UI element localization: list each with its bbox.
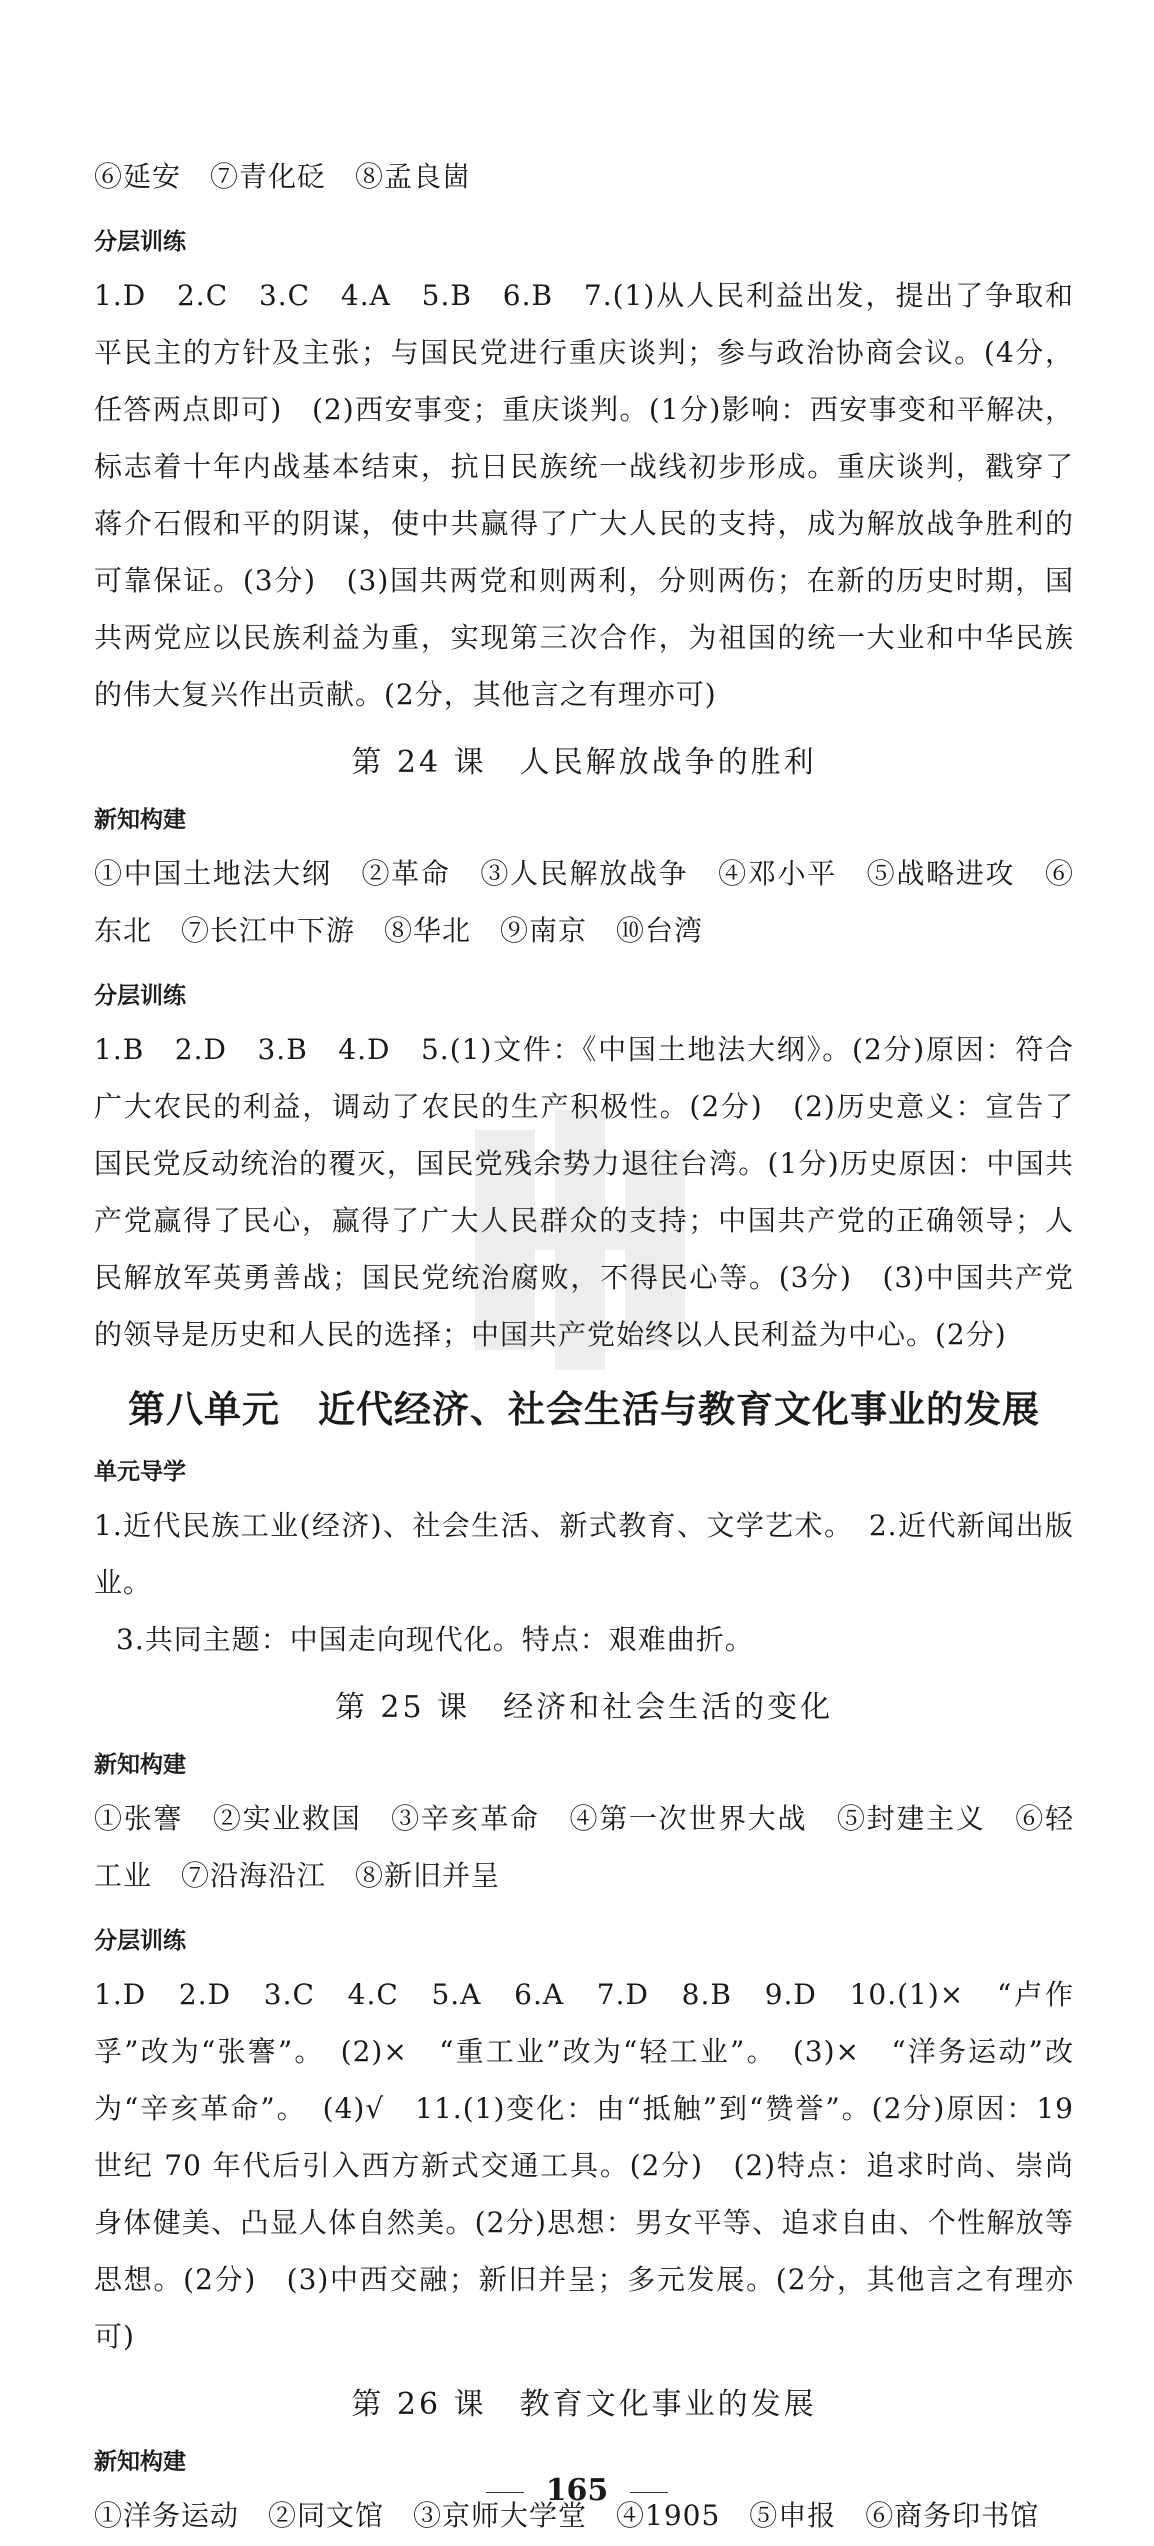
section-heading-fenceng: 分层训练 — [94, 229, 186, 255]
answer-content — [94, 148, 1074, 2544]
section-heading-fenceng: 分层训练 — [94, 1928, 186, 1954]
section-heading-danyuan: 单元导学 — [94, 1459, 186, 1485]
lesson26-xinzhi-answers: ①洋务运动 ②同文馆 ③京师大学堂 ④1905 ⑤申报 ⑥商务印书馆 — [94, 2499, 1040, 2532]
section-heading-xinzhi: 新知构建 — [94, 2449, 186, 2475]
lesson24-xinzhi-answers: ①中国土地法大纲 ②革命 ③人民解放战争 ④邓小平 ⑤战略进攻 ⑥东北 ⑦长江中下游 ⑧华北 ⑨南京 ⑩台湾 — [94, 857, 1074, 947]
lesson25-fenceng-answers: 1.D 2.D 3.C 4.C 5.A 6.A 7.D 8.B 9.D 10.(1)× “卢作孚”改为“张謇”。 (2)× “重工业”改为“轻工业”。 (3)× “洋务运动”改为“辛亥革命”。 (4)√ 11.(1)变化：由“抵触”到“赞誉”。(2分)原因：19 世纪 70 年代后引入西方新式交通工具。(2分) (2)特点：追求时尚、崇尚身体健美、凸显人体自然美。(2分)思想：男女平等、追求自由、个性解放等思想。(2分) (3)中西交融；新旧并呈；多元发展。(2分，其他言之有理亦可) — [94, 1978, 1074, 2353]
section-heading-fenceng: 分层训练 — [94, 983, 186, 1009]
page-number-text: 165 — [545, 2473, 609, 2508]
page-number — [0, 2473, 1154, 2509]
lesson23-fenceng-answers: 1.D 2.C 3.C 4.A 5.B 6.B 7.(1)从人民利益出发，提出了争取和平民主的方针及主张；与国民党进行重庆谈判；参与政治协商会议。(4分，任答两点即可) (2)西安事变；重庆谈判。(1分)影响：西安事变和平解决，标志着十年内战基本结束，抗日民族统一战线初步形成。重庆谈判，戳穿了蒋介石假和平的阴谋，使中共赢得了广大人民的支持，成为解放战争胜利的可靠保证。(3分) (3)国共两党和则两利，分则两伤；在新的历史时期，国共两党应以民族利益为重，实现第三次合作，为祖国的统一大业和中华民族的伟大复兴作出贡献。(2分，其他言之有理亦可) — [94, 279, 1074, 711]
page-number-rule-left — [486, 2492, 524, 2493]
unit8-daoxue-line-1: 1.近代民族工业(经济)、社会生活、新式教育、文学艺术。 2.近代新闻出版业。 — [94, 1509, 1074, 1599]
unit-8-title: 第八单元 近代经济、社会生活与教育文化事业的发展 — [128, 1388, 1040, 1431]
unit8-daoxue-line-2: 3.共同主题：中国走向现代化。特点：艰难曲折。 — [116, 1623, 754, 1656]
top-answer-line: ⑥延安 ⑦青化砭 ⑧孟良崮 — [94, 160, 472, 193]
lesson25-xinzhi-answers: ①张謇 ②实业救国 ③辛亥革命 ④第一次世界大战 ⑤封建主义 ⑥轻工业 ⑦沿海沿江 ⑧新旧并呈 — [94, 1802, 1074, 1892]
lesson-24-title: 第 24 课 人民解放战争的胜利 — [351, 745, 817, 780]
section-heading-xinzhi: 新知构建 — [94, 1752, 186, 1778]
lesson-26-title: 第 26 课 教育文化事业的发展 — [351, 2387, 817, 2422]
section-heading-xinzhi: 新知构建 — [94, 807, 186, 833]
page-number-rule-right — [630, 2492, 668, 2493]
lesson-25-title: 第 25 课 经济和社会生活的变化 — [334, 1690, 834, 1725]
lesson24-fenceng-answers: 1.B 2.D 3.B 4.D 5.(1)文件：《中国土地法大纲》。(2分)原因：符合广大农民的利益，调动了农民的生产积极性。(2分) (2)历史意义：宣告了国民党反动统治的覆灭，国民党残余势力退往台湾。(1分)历史原因：中国共产党赢得了民心，赢得了广大人民群众的支持；中国共产党的正确领导；人民解放军英勇善战；国民党统治腐败，不得民心等。(3分) (3)中国共产党的领导是历史和人民的选择；中国共产党始终以人民利益为中心。(2分) — [94, 1033, 1074, 1351]
